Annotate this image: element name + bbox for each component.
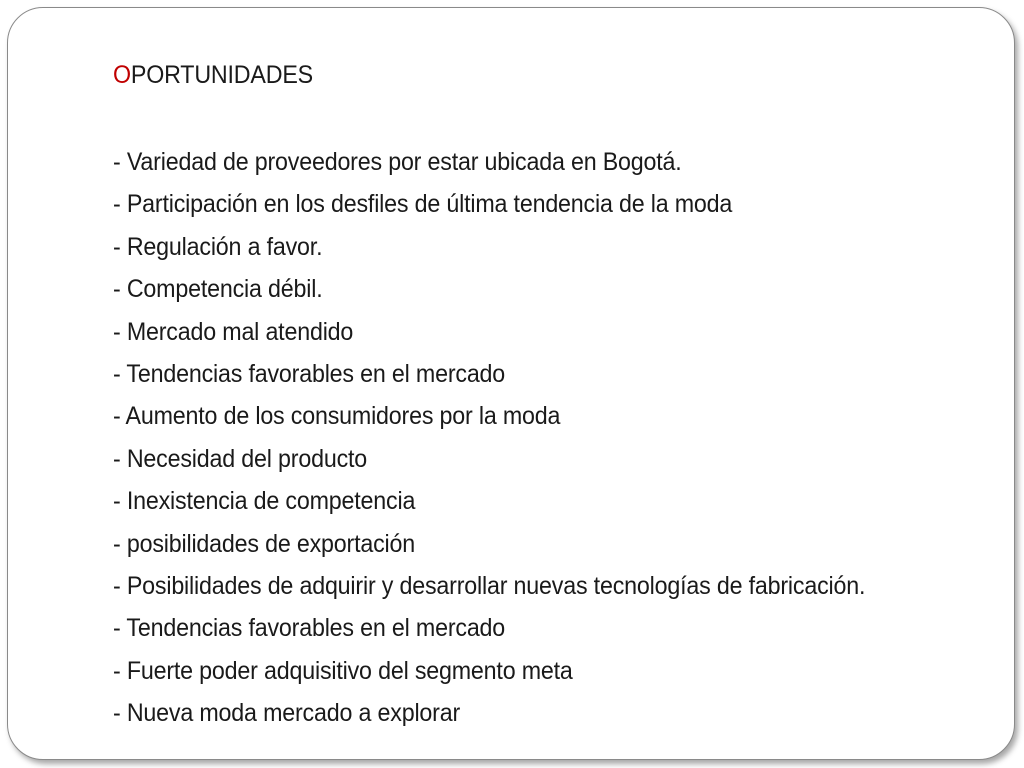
list-item: - Regulación a favor. — [113, 232, 323, 261]
opportunities-list — [113, 141, 993, 734]
list-item: - Fuerte poder adquisitivo del segmento meta — [113, 656, 573, 685]
list-item: - Tendencias favorables en el mercado — [113, 359, 506, 388]
list-item: - Inexistencia de competencia — [113, 487, 416, 516]
title-rest: PORTUNIDADES — [130, 61, 313, 89]
title-first-letter: O — [113, 61, 131, 89]
slide-title — [113, 58, 931, 92]
list-item: - Mercado mal atendido — [113, 317, 354, 346]
slide-content — [113, 58, 993, 734]
list-item: - Competencia débil. — [113, 275, 323, 304]
list-item: - Aumento de los consumidores por la moda — [113, 402, 561, 431]
list-item: - posibilidades de exportación — [113, 529, 416, 558]
list-item: - Nueva moda mercado a explorar — [113, 699, 461, 728]
list-item: - Posibilidades de adquirir y desarrollar nuevas tecnologías de fabricación. — [113, 571, 866, 600]
list-item: - Participación en los desfiles de última tendencia de la moda — [113, 190, 733, 219]
list-item: - Tendencias favorables en el mercado — [113, 614, 506, 643]
list-item: - Variedad de proveedores por estar ubicada en Bogotá. — [113, 148, 682, 176]
list-item: - Necesidad del producto — [113, 444, 368, 473]
